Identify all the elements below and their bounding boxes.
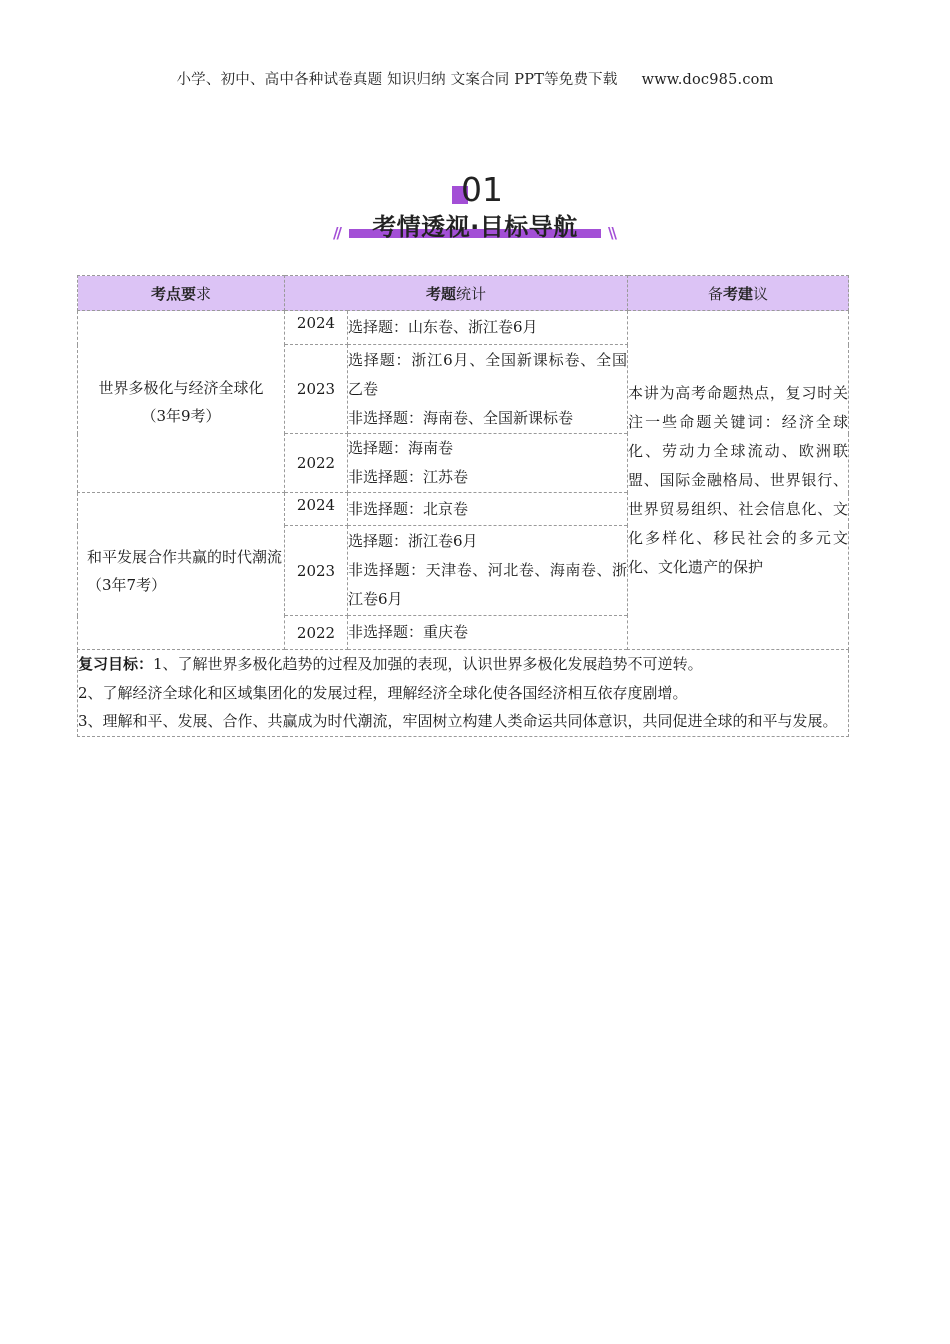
advice-cell: 本讲为高考命题热点，复习时关注一些命题关键词：经济全球化、劳动力全球流动、欧洲联盟、国际金融格局、世界银行、世界贸易组织、社会信息化、文化多样化、移民社会的多元文化、文化遗产的保护 [628, 311, 849, 650]
year-cell: 2024 [285, 311, 348, 345]
section-number: 01 [461, 170, 503, 209]
goals-label: 复习目标： [78, 655, 154, 673]
title-right-mark: \\ [608, 224, 615, 242]
title-left-mark: // [333, 224, 340, 242]
review-goals-row [78, 650, 849, 737]
detail-line: 非选择题：江苏卷 [348, 468, 469, 486]
header-topic-requirement: 考点要求 [78, 276, 285, 311]
topic-cell [78, 311, 285, 493]
section-title: 考情透视·目标导航 [372, 213, 578, 241]
detail-line: 非选择题：海南卷、全国新课标卷 [348, 408, 574, 427]
detail-line: 选择题：海南卷 [348, 439, 454, 457]
header-site[interactable]: www.doc985.com [641, 72, 774, 88]
detail-line: 非选择题：天津卷、河北卷、海南卷、浙江卷6月 [348, 561, 627, 608]
exam-stats-table [77, 275, 849, 737]
detail-cell [348, 434, 628, 493]
table-header-row [78, 276, 849, 311]
detail-line: 选择题：浙江6月、全国新课标卷、全国乙卷 [348, 350, 627, 398]
table-row [78, 311, 849, 345]
detail-line: 选择题：浙江卷6月 [348, 532, 478, 550]
header-prep-advice: 备考建议 [628, 276, 849, 311]
detail-cell [348, 616, 628, 650]
year-cell: 2022 [285, 434, 348, 493]
header-exam-stats: 考题统计 [285, 276, 628, 311]
year-cell: 2023 [285, 345, 348, 434]
topic-name: 世界多极化与经济全球化 [98, 378, 264, 397]
detail-cell [348, 345, 628, 434]
section-number-badge [449, 172, 509, 212]
goal-line: 2、了解经济全球化和区域集团化的发展过程，理解经济全球化使各国经济相互依存度剧增。 [78, 683, 688, 702]
goal-line [78, 650, 848, 679]
year-cell: 2023 [285, 526, 348, 616]
year-cell: 2024 [285, 493, 348, 526]
detail-cell [348, 526, 628, 616]
detail-cell [348, 493, 628, 526]
detail-cell [348, 311, 628, 345]
detail-line: 非选择题：北京卷 [348, 499, 469, 518]
section-heading [0, 172, 950, 252]
page-header [0, 68, 950, 89]
review-goals-cell [78, 650, 849, 737]
topic-cell [78, 493, 285, 650]
year-cell: 2022 [285, 616, 348, 650]
topic-name: 和平发展合作共赢的时代潮流（3年7考） [87, 548, 283, 594]
detail-line: 选择题：山东卷、浙江卷6月 [348, 318, 538, 336]
goal-line: 3、理解和平、发展、合作、共赢成为时代潮流，牢固树立构建人类命运共同体意识，共同促进全球的和平与发展。 [78, 712, 838, 730]
header-text: 小学、初中、高中各种试卷真题 知识归纳 文案合同 PPT等免费下载 [176, 72, 618, 88]
topic-count: （3年9考） [141, 406, 221, 425]
goal-text: 1、了解世界多极化趋势的过程及加强的表现，认识世界多极化发展趋势不可逆转。 [153, 655, 703, 673]
detail-line: 非选择题：重庆卷 [348, 623, 469, 641]
